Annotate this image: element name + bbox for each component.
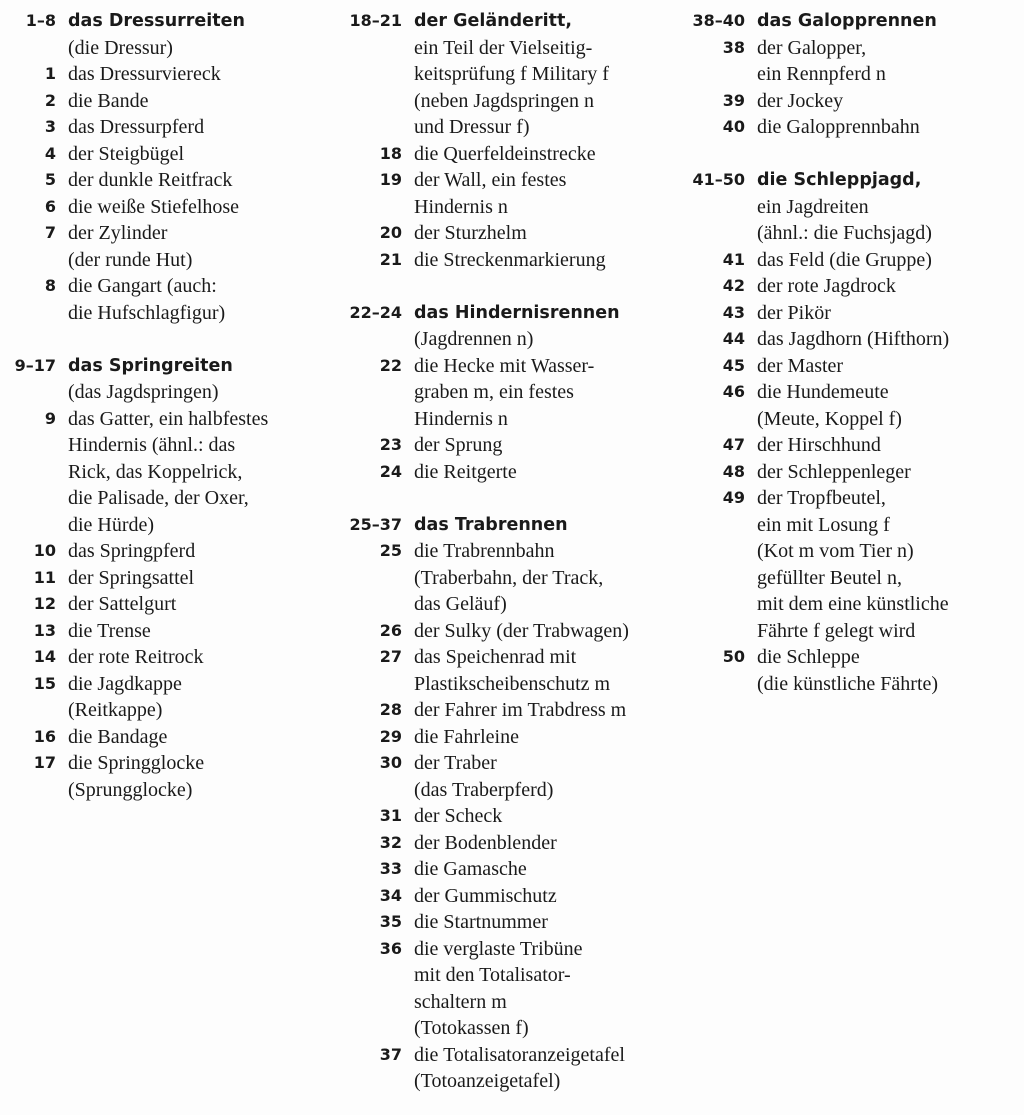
entry-text bbox=[414, 167, 566, 220]
section-heading bbox=[687, 167, 949, 247]
entry-line: und Dressur f) bbox=[414, 116, 530, 138]
entry-line: die Streckenmarkierung bbox=[414, 248, 606, 271]
entry-line: der Sattelgurt bbox=[68, 593, 177, 615]
glossary-entry bbox=[0, 141, 268, 168]
entry-text bbox=[757, 432, 881, 459]
entry-number: 40 bbox=[722, 117, 745, 136]
entry-text bbox=[68, 8, 245, 61]
entry-line: der Sturzhelm bbox=[414, 222, 527, 244]
glossary-entry bbox=[344, 909, 629, 936]
entry-text bbox=[757, 459, 911, 486]
entry-line: die Hufschlagfigur) bbox=[68, 301, 226, 324]
entry-text bbox=[414, 724, 519, 751]
entry-line: keitsprüfung f Military f bbox=[414, 63, 609, 85]
entry-number: 47 bbox=[722, 435, 745, 454]
glossary-entry bbox=[0, 220, 268, 273]
entry-number: 3 bbox=[44, 117, 56, 136]
entry-line: der Traber bbox=[414, 752, 497, 774]
entry-line: das Dressurviereck bbox=[68, 63, 221, 85]
glossary-entry bbox=[344, 830, 629, 857]
glossary-entry bbox=[0, 61, 268, 88]
section-range-number: 25–37 bbox=[349, 514, 402, 534]
entry-text bbox=[68, 406, 268, 539]
entry-text bbox=[414, 353, 594, 433]
entry-number: 18 bbox=[379, 143, 402, 163]
entry-number: 31 bbox=[379, 806, 402, 825]
entry-number: 20 bbox=[379, 223, 402, 242]
entry-number: 33 bbox=[379, 859, 402, 878]
glossary-entry bbox=[687, 644, 949, 697]
entry-text bbox=[414, 750, 553, 803]
entry-text bbox=[757, 273, 896, 300]
entry-text bbox=[414, 220, 527, 247]
entry-line: (der runde Hut) bbox=[68, 248, 193, 271]
section-heading bbox=[0, 353, 268, 406]
entry-number: 19 bbox=[379, 170, 402, 189]
entry-text bbox=[68, 88, 149, 115]
entry-text bbox=[68, 61, 221, 88]
entry-line: (Traberbahn, der Track, bbox=[414, 566, 604, 589]
entry-number: 25 bbox=[379, 541, 402, 560]
section-gap bbox=[0, 326, 268, 353]
entry-line: ein Rennpferd n bbox=[757, 63, 886, 85]
section-heading bbox=[344, 8, 629, 141]
glossary-entry bbox=[0, 644, 268, 671]
entry-line: der Jockey bbox=[757, 89, 844, 112]
entry-text bbox=[68, 538, 195, 565]
glossary-entry bbox=[344, 750, 629, 803]
entry-number: 50 bbox=[722, 647, 745, 666]
entry-line: Hindernis n bbox=[414, 195, 508, 218]
entry-text bbox=[757, 353, 843, 380]
entry-number: 7 bbox=[44, 223, 56, 242]
entry-line: ein mit Losung f bbox=[757, 513, 890, 536]
entry-number: 36 bbox=[379, 938, 402, 958]
entry-text bbox=[68, 353, 233, 406]
entry-line: das Jagdhorn (Hifthorn) bbox=[757, 328, 950, 350]
entry-line: das Feld (die Gruppe) bbox=[757, 248, 932, 271]
entry-text bbox=[68, 618, 151, 645]
entry-text bbox=[414, 1042, 625, 1095]
entry-line: die Palisade, der Oxer, bbox=[68, 487, 249, 509]
glossary-entry bbox=[0, 406, 268, 539]
entry-line: (ähnl.: die Fuchsjagd) bbox=[757, 222, 932, 244]
entry-text bbox=[757, 300, 831, 327]
entry-line: der Springsattel bbox=[68, 566, 195, 589]
entry-line: die Trabrennbahn bbox=[414, 540, 555, 562]
glossary-entry bbox=[0, 88, 268, 115]
entry-number: 34 bbox=[379, 885, 402, 905]
entry-line: der Zylinder bbox=[68, 222, 168, 244]
entry-number: 27 bbox=[379, 647, 402, 666]
entry-line: ein Jagdreiten bbox=[757, 195, 869, 218]
section-range-number: 1–8 bbox=[25, 11, 56, 30]
entry-line: der Bodenblender bbox=[414, 831, 557, 854]
entry-text bbox=[68, 671, 182, 724]
glossary-entry bbox=[344, 883, 629, 910]
entry-line: der Sulky (der Trabwagen) bbox=[414, 619, 629, 642]
entry-text bbox=[414, 803, 502, 830]
entry-line: mit den Totalisator- bbox=[414, 964, 571, 986]
entry-line: Rick, das Koppelrick, bbox=[68, 460, 243, 483]
entry-text bbox=[68, 194, 239, 221]
entry-line: (die künstliche Fährte) bbox=[757, 672, 939, 695]
entry-number: 30 bbox=[379, 753, 402, 772]
entry-line: der Tropfbeutel, bbox=[757, 487, 886, 509]
entry-line: (Totokassen f) bbox=[414, 1017, 529, 1039]
section-gap bbox=[344, 485, 629, 512]
entry-line: (Reitkappe) bbox=[68, 699, 163, 721]
entry-line: der Pikör bbox=[757, 301, 831, 324]
glossary-entry bbox=[687, 379, 949, 432]
entry-number: 11 bbox=[33, 567, 56, 587]
entry-number: 1 bbox=[44, 64, 56, 83]
entry-number: 37 bbox=[379, 1044, 402, 1064]
entry-number: 15 bbox=[33, 673, 56, 693]
glossary-entry bbox=[344, 803, 629, 830]
entry-line: der Sprung bbox=[414, 434, 503, 456]
entry-text bbox=[68, 220, 192, 273]
entry-line: das Dressurpferd bbox=[68, 116, 205, 138]
section-title: das Springreiten bbox=[68, 355, 233, 376]
glossary-entry bbox=[0, 273, 268, 326]
entry-line: (Sprungglocke) bbox=[68, 778, 193, 801]
entry-text bbox=[414, 512, 568, 539]
entry-line: (Meute, Koppel f) bbox=[757, 407, 902, 430]
entry-line: Hindernis (ähnl.: das bbox=[68, 434, 236, 456]
entry-line: das Speichenrad mit bbox=[414, 646, 577, 668]
entry-line: der rote Jagdrock bbox=[757, 275, 896, 297]
entry-line: die Querfeldeinstrecke bbox=[414, 142, 596, 165]
entry-line: (Kot m vom Tier n) bbox=[757, 540, 914, 562]
entry-line: der Scheck bbox=[414, 805, 503, 827]
entry-text bbox=[414, 644, 610, 697]
section-range-number: 9–17 bbox=[14, 355, 56, 375]
entry-line: die Fahrleine bbox=[414, 725, 519, 748]
section-title: das Dressurreiten bbox=[68, 11, 245, 31]
section-title: das Trabrennen bbox=[414, 514, 568, 535]
glossary-entry bbox=[0, 167, 268, 194]
entry-text bbox=[757, 88, 843, 115]
entry-number: 21 bbox=[379, 249, 402, 269]
entry-text bbox=[414, 618, 629, 645]
entry-line: (das Jagdspringen) bbox=[68, 381, 219, 403]
glossary-entry bbox=[0, 618, 268, 645]
entry-text bbox=[757, 35, 886, 88]
entry-line: die Bande bbox=[68, 89, 149, 112]
entry-text bbox=[757, 485, 949, 644]
entry-text bbox=[68, 114, 204, 141]
glossary-entry bbox=[0, 194, 268, 221]
glossary-entry bbox=[0, 724, 268, 751]
glossary-entry bbox=[687, 300, 949, 327]
entry-text bbox=[414, 883, 557, 910]
entry-text bbox=[757, 379, 902, 432]
glossary-entry bbox=[0, 591, 268, 618]
section-range-number: 41–50 bbox=[692, 170, 745, 189]
glossary-entry bbox=[344, 1042, 629, 1095]
glossary-entry bbox=[344, 724, 629, 751]
entry-number: 48 bbox=[722, 461, 745, 481]
glossary-entry bbox=[344, 459, 629, 486]
entry-line: mit dem eine künstliche bbox=[757, 593, 949, 615]
entry-line: die Trense bbox=[68, 619, 151, 642]
glossary-entry bbox=[687, 353, 949, 380]
entry-number: 32 bbox=[379, 832, 402, 852]
entry-text bbox=[757, 114, 920, 141]
entry-number: 14 bbox=[33, 647, 56, 666]
section-range-number: 22–24 bbox=[349, 302, 402, 322]
entry-text bbox=[68, 750, 204, 803]
entry-text bbox=[414, 830, 557, 857]
entry-line: gefüllter Beutel n, bbox=[757, 566, 902, 589]
entry-number: 28 bbox=[379, 700, 402, 719]
entry-number: 10 bbox=[33, 541, 56, 560]
entry-text bbox=[68, 724, 167, 751]
entry-text bbox=[68, 141, 184, 168]
entry-number: 43 bbox=[722, 302, 745, 322]
entry-text bbox=[757, 644, 938, 697]
entry-line: der rote Reitrock bbox=[68, 646, 204, 668]
entry-line: der Wall, ein festes bbox=[414, 169, 567, 191]
entry-line: die Startnummer bbox=[414, 911, 548, 933]
entry-number: 45 bbox=[722, 355, 745, 375]
entry-line: (Jagdrennen n) bbox=[414, 328, 534, 350]
section-title: der Geländeritt, bbox=[414, 11, 573, 31]
column-1 bbox=[0, 8, 268, 803]
entry-line: ein Teil der Vielseitig- bbox=[414, 36, 593, 59]
glossary-entry bbox=[344, 247, 629, 274]
entry-text bbox=[414, 247, 606, 274]
column-2 bbox=[344, 8, 629, 1095]
entry-text bbox=[414, 8, 609, 141]
entry-line: die Reitgerte bbox=[414, 460, 517, 483]
entry-text bbox=[414, 936, 583, 1042]
entry-number: 38 bbox=[722, 37, 745, 57]
entry-number: 16 bbox=[33, 726, 56, 746]
glossary-entry bbox=[687, 326, 949, 353]
entry-text bbox=[68, 591, 176, 618]
section-range-number: 18–21 bbox=[349, 11, 402, 30]
entry-number: 46 bbox=[722, 382, 745, 401]
glossary-entry bbox=[0, 538, 268, 565]
glossary-entry bbox=[0, 750, 268, 803]
entry-line: Plastikscheibenschutz m bbox=[414, 672, 611, 695]
entry-number: 49 bbox=[722, 488, 745, 507]
glossary-entry bbox=[344, 432, 629, 459]
entry-line: (die Dressur) bbox=[68, 36, 173, 59]
section-title: die Schleppjagd, bbox=[757, 170, 922, 190]
entry-text bbox=[414, 538, 603, 618]
entry-number: 23 bbox=[379, 435, 402, 454]
glossary-entry bbox=[687, 114, 949, 141]
entry-line: die weiße Stiefelhose bbox=[68, 195, 240, 218]
entry-line: die Springglocke bbox=[68, 752, 205, 774]
entry-text bbox=[757, 326, 949, 353]
entry-line: die Bandage bbox=[68, 725, 168, 748]
entry-line: der Steigbügel bbox=[68, 142, 185, 165]
entry-text bbox=[757, 8, 937, 35]
glossary-entry bbox=[687, 485, 949, 644]
entry-number: 42 bbox=[722, 276, 745, 295]
entry-text bbox=[414, 856, 527, 883]
glossary-entry bbox=[0, 565, 268, 592]
entry-line: die Gangart (auch: bbox=[68, 275, 217, 297]
glossary-entry bbox=[344, 618, 629, 645]
entry-text bbox=[68, 565, 194, 592]
entry-number: 2 bbox=[44, 90, 56, 110]
entry-number: 17 bbox=[33, 753, 56, 772]
glossary-entry bbox=[344, 141, 629, 168]
entry-line: der Hirschhund bbox=[757, 434, 881, 456]
entry-number: 5 bbox=[44, 170, 56, 189]
entry-number: 13 bbox=[33, 620, 56, 640]
glossary-entry bbox=[344, 220, 629, 247]
entry-text bbox=[68, 273, 225, 326]
glossary-entry bbox=[344, 936, 629, 1042]
glossary-entry bbox=[687, 88, 949, 115]
glossary-entry bbox=[687, 273, 949, 300]
entry-line: das Geläuf) bbox=[414, 593, 507, 615]
glossary-entry bbox=[344, 538, 629, 618]
section-heading bbox=[0, 8, 268, 61]
section-title: das Galopprennen bbox=[757, 11, 937, 31]
entry-text bbox=[414, 141, 596, 168]
glossary-entry bbox=[687, 247, 949, 274]
entry-line: die verglaste Tribüne bbox=[414, 937, 583, 960]
entry-text bbox=[68, 644, 204, 671]
entry-line: (das Traberpferd) bbox=[414, 778, 554, 801]
entry-number: 22 bbox=[379, 355, 402, 375]
glossary-entry bbox=[344, 697, 629, 724]
entry-text bbox=[414, 459, 517, 486]
entry-number: 41 bbox=[722, 249, 745, 269]
entry-number: 44 bbox=[722, 329, 745, 348]
entry-line: die Jagdkappe bbox=[68, 672, 182, 695]
entry-line: der Galopper, bbox=[757, 36, 867, 59]
entry-line: Fährte f gelegt wird bbox=[757, 619, 916, 642]
entry-number: 29 bbox=[379, 726, 402, 746]
glossary-entry bbox=[344, 856, 629, 883]
entry-text bbox=[757, 167, 932, 247]
glossary-entry bbox=[344, 644, 629, 697]
entry-text bbox=[414, 697, 626, 724]
section-heading bbox=[687, 8, 949, 35]
section-heading bbox=[344, 300, 629, 353]
entry-line: (Totoanzeigetafel) bbox=[414, 1070, 561, 1092]
entry-number: 26 bbox=[379, 620, 402, 640]
entry-number: 35 bbox=[379, 912, 402, 931]
entry-line: das Gatter, ein halbfestes bbox=[68, 407, 269, 430]
section-gap bbox=[344, 273, 629, 300]
entry-number: 8 bbox=[44, 276, 56, 295]
entry-text bbox=[414, 300, 620, 353]
entry-number: 24 bbox=[379, 461, 402, 481]
section-gap bbox=[687, 141, 949, 168]
entry-text bbox=[757, 247, 932, 274]
entry-line: die Hecke mit Wasser- bbox=[414, 354, 595, 377]
glossary-entry bbox=[0, 114, 268, 141]
entry-number: 12 bbox=[33, 594, 56, 613]
entry-number: 4 bbox=[44, 143, 56, 163]
entry-number: 9 bbox=[44, 408, 56, 428]
glossary-entry bbox=[344, 353, 629, 433]
entry-line: graben m, ein festes bbox=[414, 381, 574, 403]
section-heading bbox=[344, 512, 629, 539]
entry-line: der dunkle Reitfrack bbox=[68, 169, 233, 191]
entry-number: 39 bbox=[722, 90, 745, 110]
glossary-entry bbox=[0, 671, 268, 724]
entry-line: der Master bbox=[757, 354, 844, 377]
entry-line: das Springpferd bbox=[68, 540, 196, 562]
entry-line: Hindernis n bbox=[414, 407, 508, 430]
glossary-entry bbox=[687, 35, 949, 88]
entry-line: die Gamasche bbox=[414, 858, 527, 880]
glossary-entry bbox=[687, 459, 949, 486]
entry-line: die Totalisatoranzeigetafel bbox=[414, 1043, 625, 1066]
section-range-number: 38–40 bbox=[692, 11, 745, 30]
entry-line: (neben Jagdspringen n bbox=[414, 89, 594, 112]
entry-text bbox=[414, 909, 548, 936]
entry-text bbox=[414, 432, 502, 459]
entry-number: 6 bbox=[44, 196, 56, 216]
column-3 bbox=[687, 8, 949, 697]
entry-line: schaltern m bbox=[414, 990, 507, 1013]
entry-text bbox=[68, 167, 232, 194]
entry-line: der Gummischutz bbox=[414, 884, 557, 907]
entry-line: der Schleppenleger bbox=[757, 460, 911, 483]
entry-line: die Galopprennbahn bbox=[757, 116, 920, 138]
entry-line: die Hundemeute bbox=[757, 381, 889, 403]
entry-line: die Schleppe bbox=[757, 646, 860, 668]
entry-line: der Fahrer im Trabdress m bbox=[414, 699, 627, 721]
entry-line: die Hürde) bbox=[68, 513, 155, 536]
section-title: das Hindernisrennen bbox=[414, 302, 620, 323]
glossary-entry bbox=[344, 167, 629, 220]
glossary-entry bbox=[687, 432, 949, 459]
